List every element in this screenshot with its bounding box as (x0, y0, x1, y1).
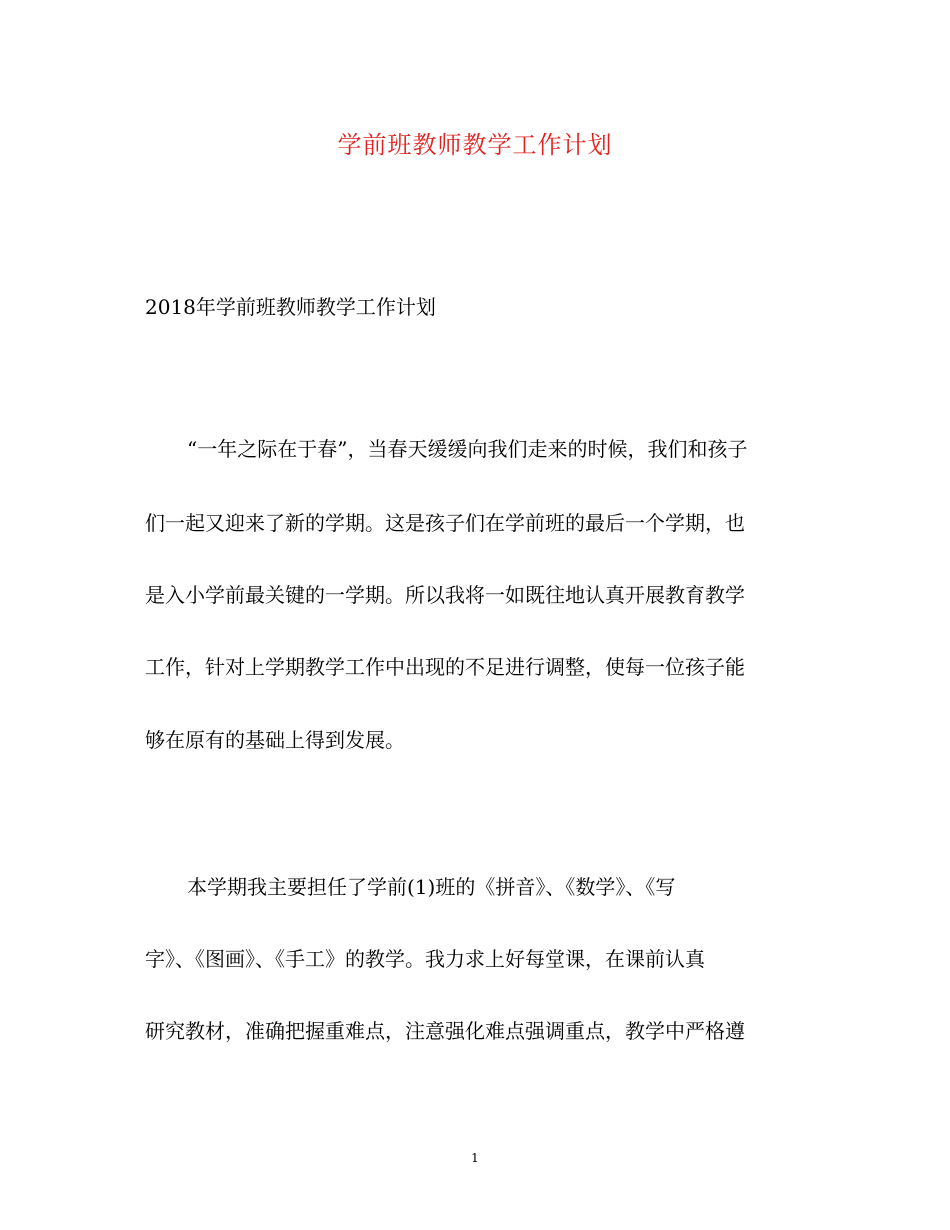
paragraph-2-line-3: 研究教材，准确把握重难点，注意强化难点强调重点，教学中严格遵 (145, 1019, 745, 1043)
paragraph-1-line-5: 够在原有的基础上得到发展。 (145, 728, 405, 752)
paragraph-2-line-1: 本学期我主要担任了学前(1)班的《拼音》、《数学》、《写 (187, 875, 676, 899)
paragraph-1-line-3: 是入小学前最关键的一学期。所以我将一如既往地认真开展教育教学 (145, 583, 745, 607)
paragraph-1-line-1: “一年之际在于春”，当春天缓缓向我们走来的时候，我们和孩子 (187, 437, 748, 461)
document-title: 学前班教师教学工作计划 (337, 131, 613, 159)
paragraph-1-line-2: 们一起又迎来了新的学期。这是孩子们在学前班的最后一个学期，也 (145, 511, 745, 535)
page-number: 1 (471, 1151, 479, 1165)
document-subtitle: 2018年学前班教师教学工作计划 (145, 295, 436, 319)
paragraph-2-line-2: 字》、《图画》、《手工》的教学。我力求上好每堂课，在课前认真 (145, 947, 705, 971)
paragraph-1-line-4: 工作，针对上学期教学工作中出现的不足进行调整，使每一位孩子能 (145, 655, 745, 679)
